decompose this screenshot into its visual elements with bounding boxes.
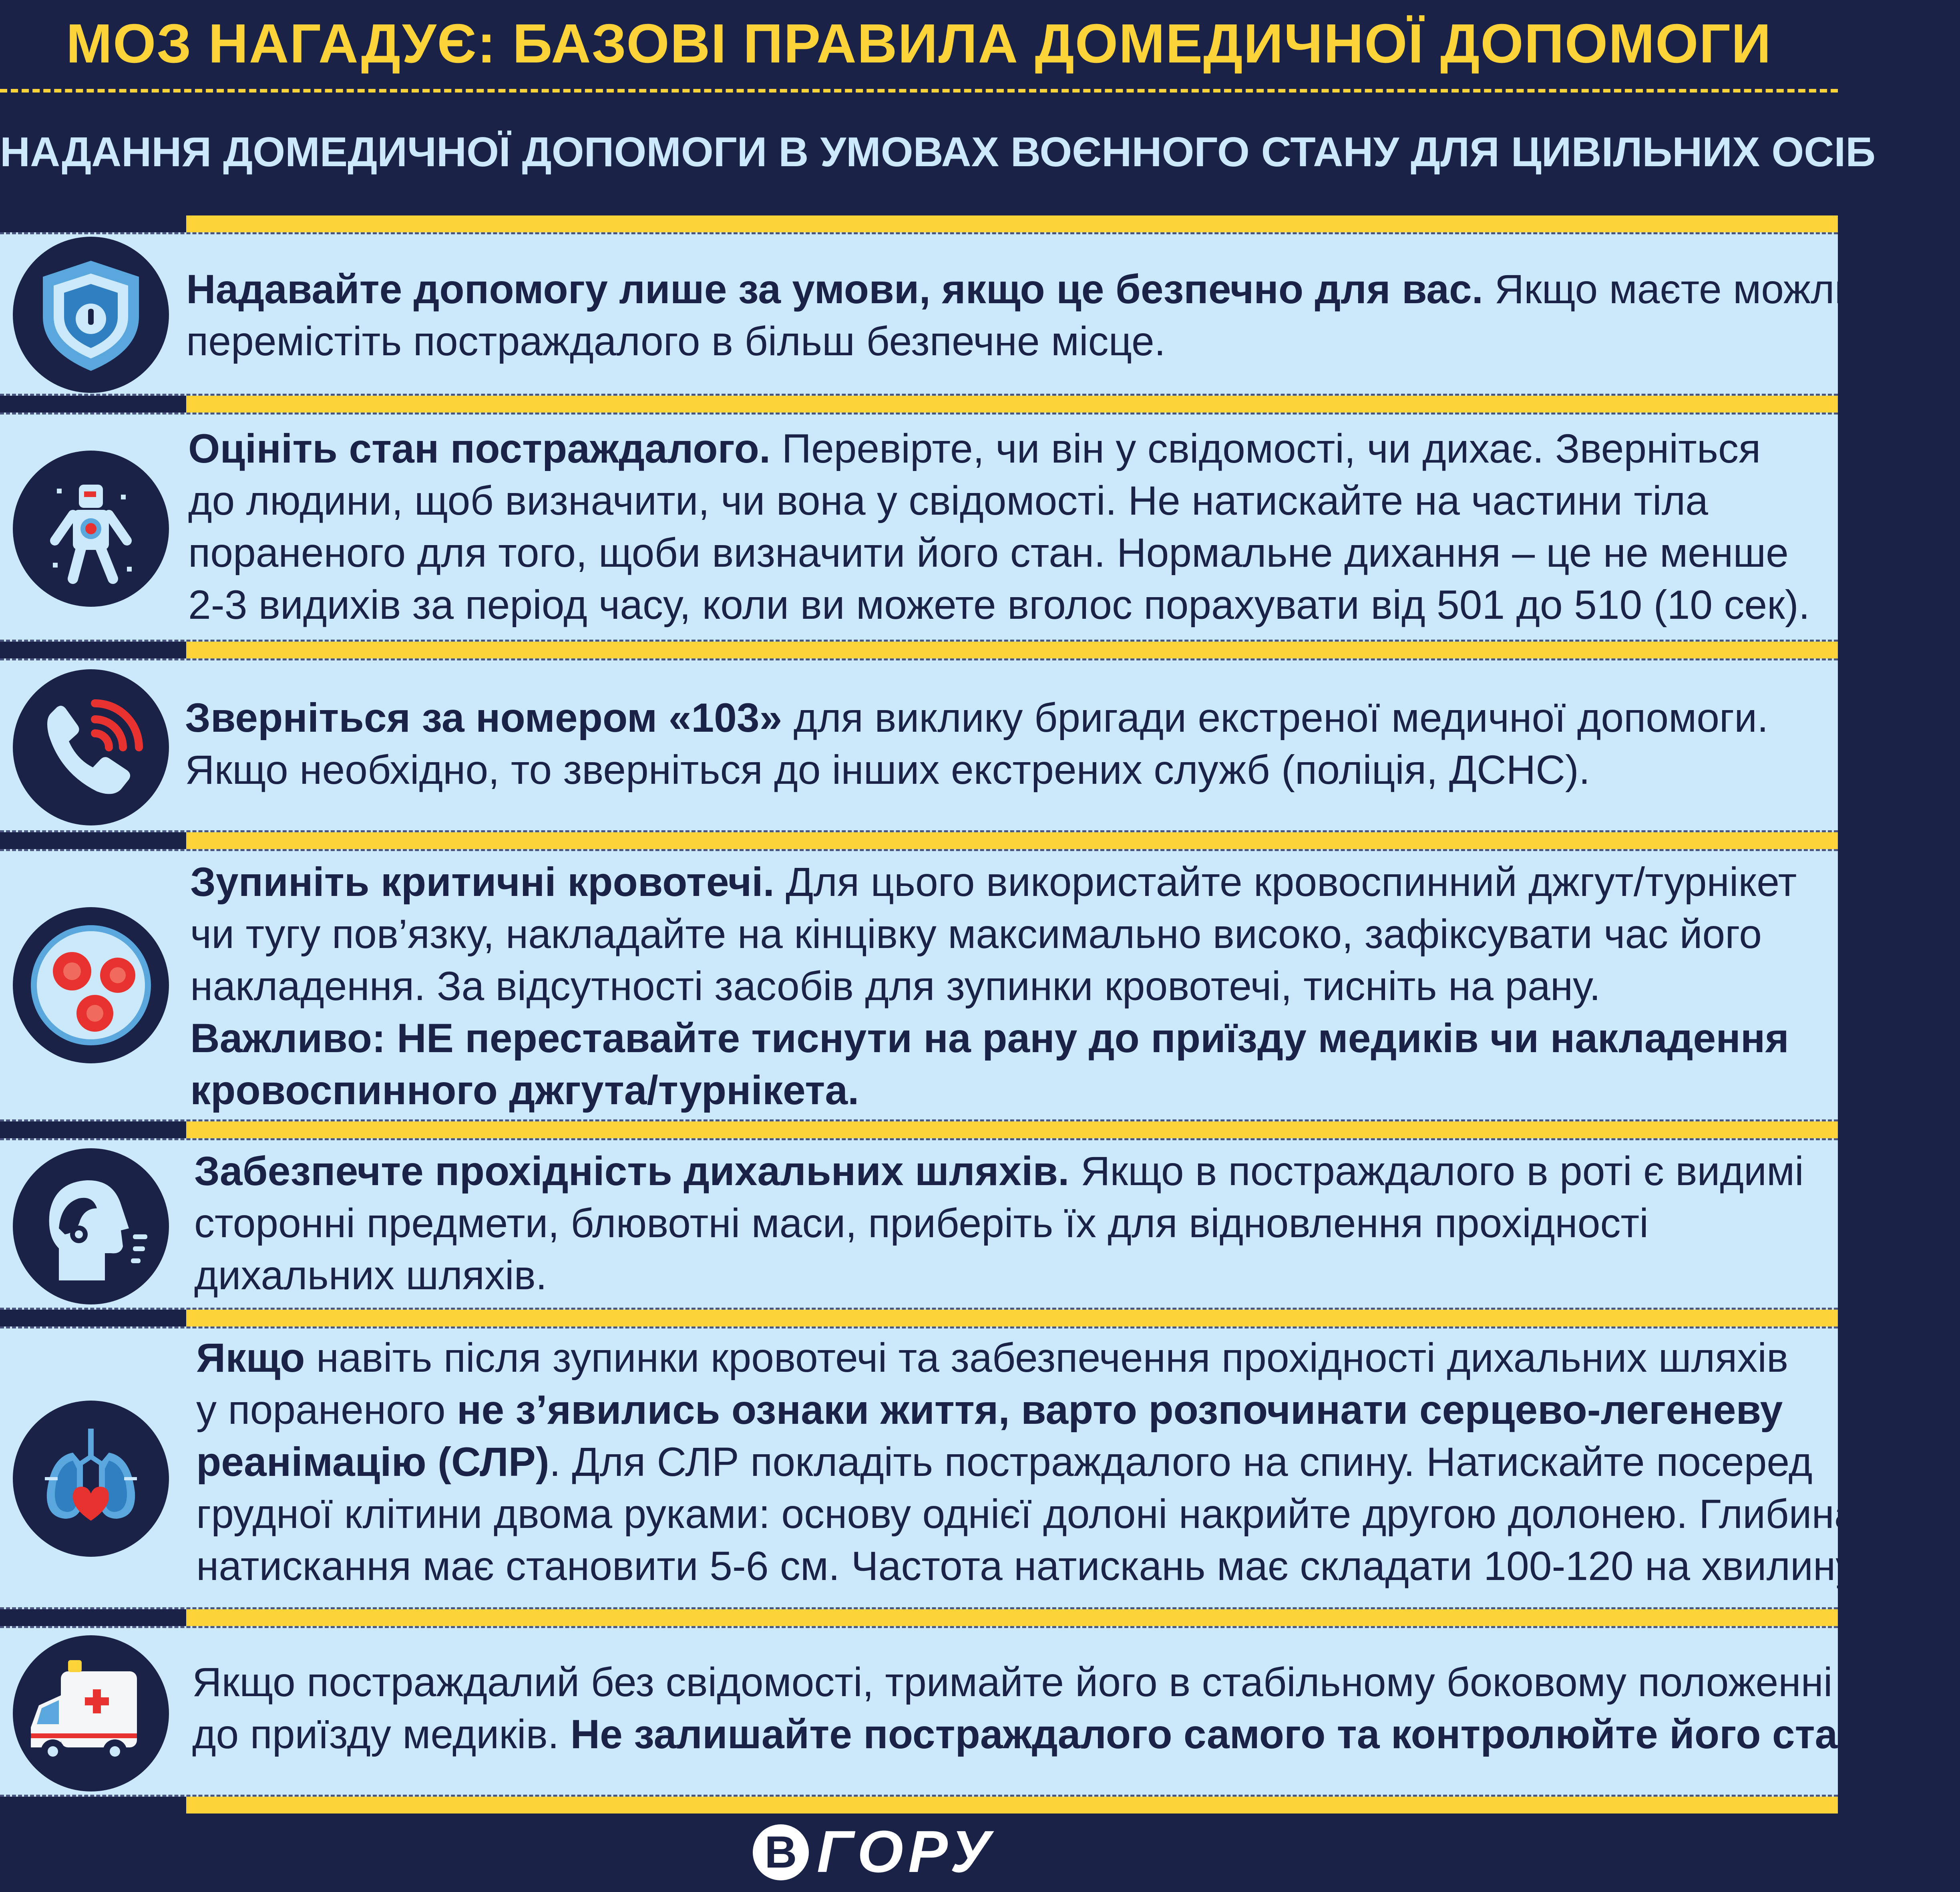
- text-line: пораненого для того, щоби визначити його стан. Нормальне дихання – це не менше: [188, 530, 1789, 576]
- yellow-bar: [186, 215, 1838, 232]
- logo-word: ГОРУ: [817, 1819, 995, 1885]
- yellow-bar: [186, 1797, 1838, 1814]
- text-line: 2-3 видихів за період часу, коли ви можете вголос порахувати від 501 до 510 (10 сек).: [188, 582, 1810, 628]
- injured-person-icon: [13, 451, 169, 607]
- text-line: Надавайте допомогу лише за умови, якщо це безпечно для вас. Якщо маєте можливість,: [186, 266, 1960, 312]
- text-line: у пораненого не з’явились ознаки життя, варто розпочинати серцево-легеневу: [196, 1387, 1783, 1433]
- page-subtitle: НАДАННЯ ДОМЕДИЧНОЇ ДОПОМОГИ В УМОВАХ ВОЄННОГО СТАНУ ДЛЯ ЦИВІЛЬНИХ ОСІБ: [0, 129, 1876, 175]
- rule-card-airway: [0, 1138, 1838, 1310]
- rule-card-assess: [0, 413, 1838, 642]
- yellow-bar: [186, 642, 1838, 658]
- lungs-heart-icon: [13, 1401, 169, 1557]
- text-line: накладення. За відсутності засобів для зупинки кровотечі, тисніть на рану.: [190, 963, 1601, 1009]
- text-line: Оцініть стан постраждалого. Перевірте, чи він у свідомості, чи дихає. Зверніться: [188, 426, 1761, 471]
- text-line: Важливо: НЕ переставайте тиснути на рану до приїзду медиків чи накладення: [190, 1015, 1789, 1061]
- vgoru-logo: [753, 1819, 1081, 1885]
- logo-circle: [753, 1824, 809, 1880]
- ambulance-icon: [13, 1635, 169, 1791]
- breathing-head-icon: [13, 1148, 169, 1304]
- text-line: Якщо навіть після зупинки кровотечі та забезпечення прохідності дихальних шляхів: [196, 1335, 1789, 1381]
- page-title: МОЗ НАГАДУЄ: БАЗОВІ ПРАВИЛА ДОМЕДИЧНОЇ ДОПОМОГИ: [66, 13, 1772, 74]
- text-line: реанімацію (СЛР). Для СЛР покладіть постраждалого на спину. Натискайте посеред: [196, 1439, 1813, 1485]
- rule-card-call: [0, 658, 1838, 832]
- text-line: до приїзду медиків. Не залишайте постраждалого самого та контролюйте його стан.: [192, 1711, 1874, 1757]
- rule-card-safety: [0, 232, 1960, 396]
- rule-card-bleeding: [0, 849, 1838, 1121]
- shield-icon: [13, 237, 169, 393]
- header-divider: [0, 89, 1838, 93]
- logo-letter: В: [764, 1827, 797, 1877]
- yellow-bar: [186, 1609, 1838, 1626]
- yellow-bar: [186, 1121, 1838, 1138]
- yellow-bar: [186, 832, 1838, 849]
- text-line: натискання має становити 5-6 см. Частота натискань має складати 100-120 на хвилину.: [196, 1543, 1864, 1589]
- rule-card-recovery: [0, 1626, 1874, 1797]
- text-line: дихальних шляхів.: [194, 1252, 547, 1298]
- phone-icon: [13, 669, 169, 825]
- rule-card-cpr: [0, 1326, 1864, 1609]
- text-line: Забезпечте прохідність дихальних шляхів. Якщо в постраждалого в роті є видимі: [194, 1148, 1804, 1194]
- text-line: до людини, щоб визначити, чи вона у свідомості. Не натискайте на частини тіла: [188, 478, 1708, 523]
- text-line: Якщо постраждалий без свідомості, тримайте його в стабільному боковому положенні: [192, 1659, 1833, 1705]
- text-line: грудної клітини двома руками: основу однієї долоні накрийте другою долонею. Глибина: [196, 1491, 1857, 1537]
- text-line: Якщо необхідно, то зверніться до інших екстрених служб (поліція, ДСНС).: [185, 747, 1590, 793]
- text-line: кровоспинного джгута/турнікета.: [190, 1067, 859, 1113]
- text-line: сторонні предмети, блювотні маси, приберіть їх для відновлення прохідності: [194, 1200, 1648, 1246]
- blood-cells-icon: [13, 907, 169, 1063]
- text-line: Зверніться за номером «103» для виклику бригади екстреної медичної допомоги.: [185, 695, 1769, 741]
- text-line: чи тугу пов’язку, накладайте на кінцівку максимально високо, зафіксувати час його: [190, 911, 1762, 957]
- text-line: перемістіть постраждалого в більш безпечне місце.: [186, 318, 1166, 364]
- text-line: Зупиніть критичні кровотечі. Для цього використайте кровоспинний джгут/турнікет: [190, 859, 1797, 905]
- yellow-bar: [186, 396, 1838, 413]
- yellow-bar: [186, 1310, 1838, 1326]
